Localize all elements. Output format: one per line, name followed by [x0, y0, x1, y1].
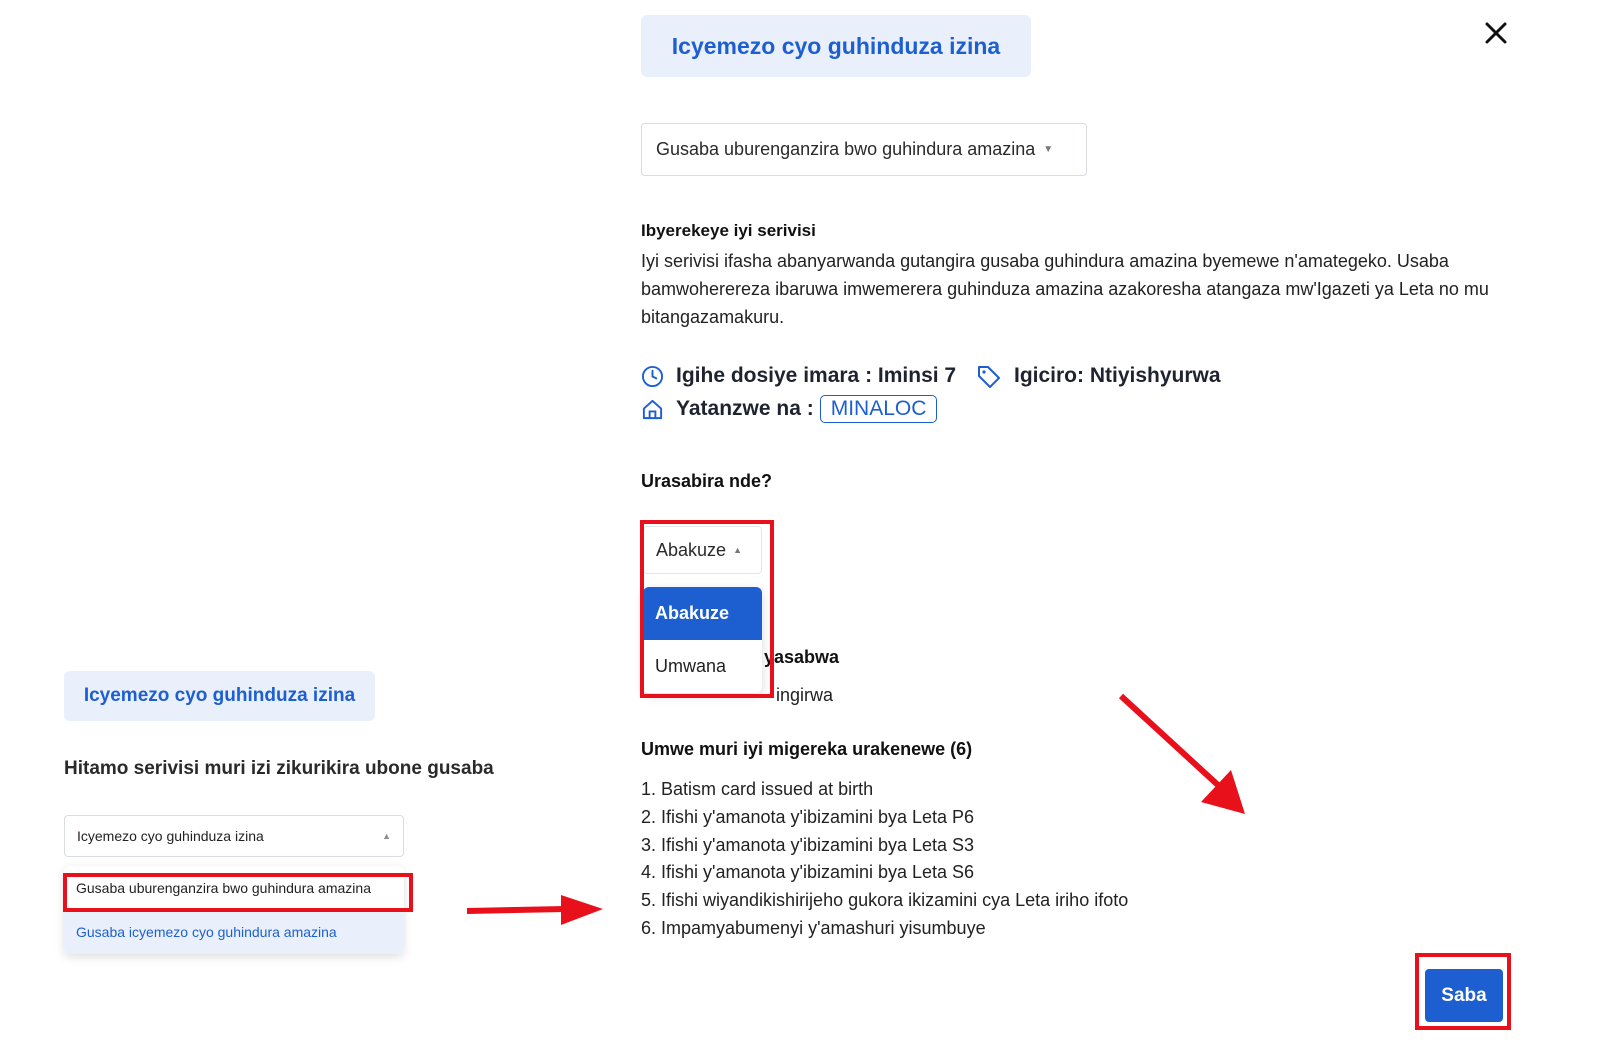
- close-icon[interactable]: [1482, 19, 1510, 47]
- caret-up-icon: ▲: [382, 831, 391, 841]
- service-option-permission[interactable]: Gusaba uburenganzira bwo guhindura amazina: [76, 880, 371, 896]
- requirements-text-fragment: ingirwa: [776, 685, 834, 705]
- price-text: Igiciro: Ntiyishyurwa: [1014, 364, 1221, 387]
- service-select[interactable]: [64, 815, 404, 857]
- price-meta: [976, 364, 1221, 388]
- documents-list: [641, 776, 1128, 943]
- who-question: Urasabira nde?: [641, 471, 773, 491]
- documents-heading: Umwe muri iyi migereka urakenewe (6): [641, 739, 973, 759]
- list-item: 2. Ifishi y'amanota y'ibizamini bya Leta P6: [641, 806, 975, 827]
- duration-text: Igihe dosiye imara : Iminsi 7: [676, 364, 957, 387]
- list-item: 3. Ifishi y'amanota y'ibizamini bya Leta S3: [641, 834, 975, 855]
- subservice-select-value: Gusaba uburenganzira bwo guhindura amazina: [656, 139, 1036, 159]
- modal-title: Icyemezo cyo guhinduza izina: [641, 15, 1031, 77]
- caret-down-icon: ▼: [1043, 144, 1054, 155]
- home-icon: [641, 398, 664, 421]
- list-item: 4. Ifishi y'amanota y'ibizamini bya Leta S6: [641, 862, 975, 883]
- duration-meta: [641, 364, 956, 388]
- service-select-value: Icyemezo cyo guhinduza izina: [77, 828, 264, 844]
- tag-icon: [976, 364, 1002, 388]
- list-item: 1. Batism card issued at birth: [641, 779, 874, 799]
- requirements-heading-fragment: yasabwa: [764, 647, 840, 667]
- subservice-select[interactable]: [641, 123, 1087, 176]
- provider-label: Yatanzwe na :: [676, 397, 814, 420]
- who-select-value: Abakuze: [656, 539, 727, 560]
- annotation-arrow-down-right: [1115, 690, 1250, 820]
- description-body: Iyi serivisi ifasha abanyarwanda gutangira gusaba guhindura amazina byemewe n'amategeko. Usaba bamwoherereza ibaruwa imwemerera guhinduza amazina azakoresha atangaza mw'Igazeti ya Leta no mu bitangazamakuru.: [641, 251, 1489, 327]
- who-option-adult[interactable]: Abakuze: [643, 587, 762, 640]
- provider-badge: MINALOC: [820, 395, 938, 423]
- who-select[interactable]: [643, 526, 762, 574]
- service-option-certificate[interactable]: Gusaba icyemezo cyo guhindura amazina: [64, 910, 404, 954]
- list-item: 6. Impamyabumenyi y'amashuri yisumbuye: [641, 917, 986, 938]
- service-dropdown-menu: [64, 866, 404, 954]
- caret-up-icon: ▲: [733, 545, 742, 555]
- clock-icon: [641, 365, 664, 388]
- left-service-title: Icyemezo cyo guhinduza izina: [64, 671, 375, 721]
- annotation-arrow-right: [465, 893, 605, 927]
- left-service-prompt: Hitamo serivisi muri izi zikurikira ubone gusaba: [64, 758, 494, 779]
- description-heading: Ibyerekeye iyi serivisi: [641, 221, 816, 240]
- submit-button[interactable]: Saba: [1425, 969, 1503, 1022]
- provider-meta: [641, 395, 937, 423]
- who-option-child[interactable]: Umwana: [655, 656, 727, 676]
- who-dropdown-menu: [643, 587, 762, 693]
- list-item: 5. Ifishi wiyandikishirijeho gukora ikizamini cya Leta iriho ifoto: [641, 890, 1129, 911]
